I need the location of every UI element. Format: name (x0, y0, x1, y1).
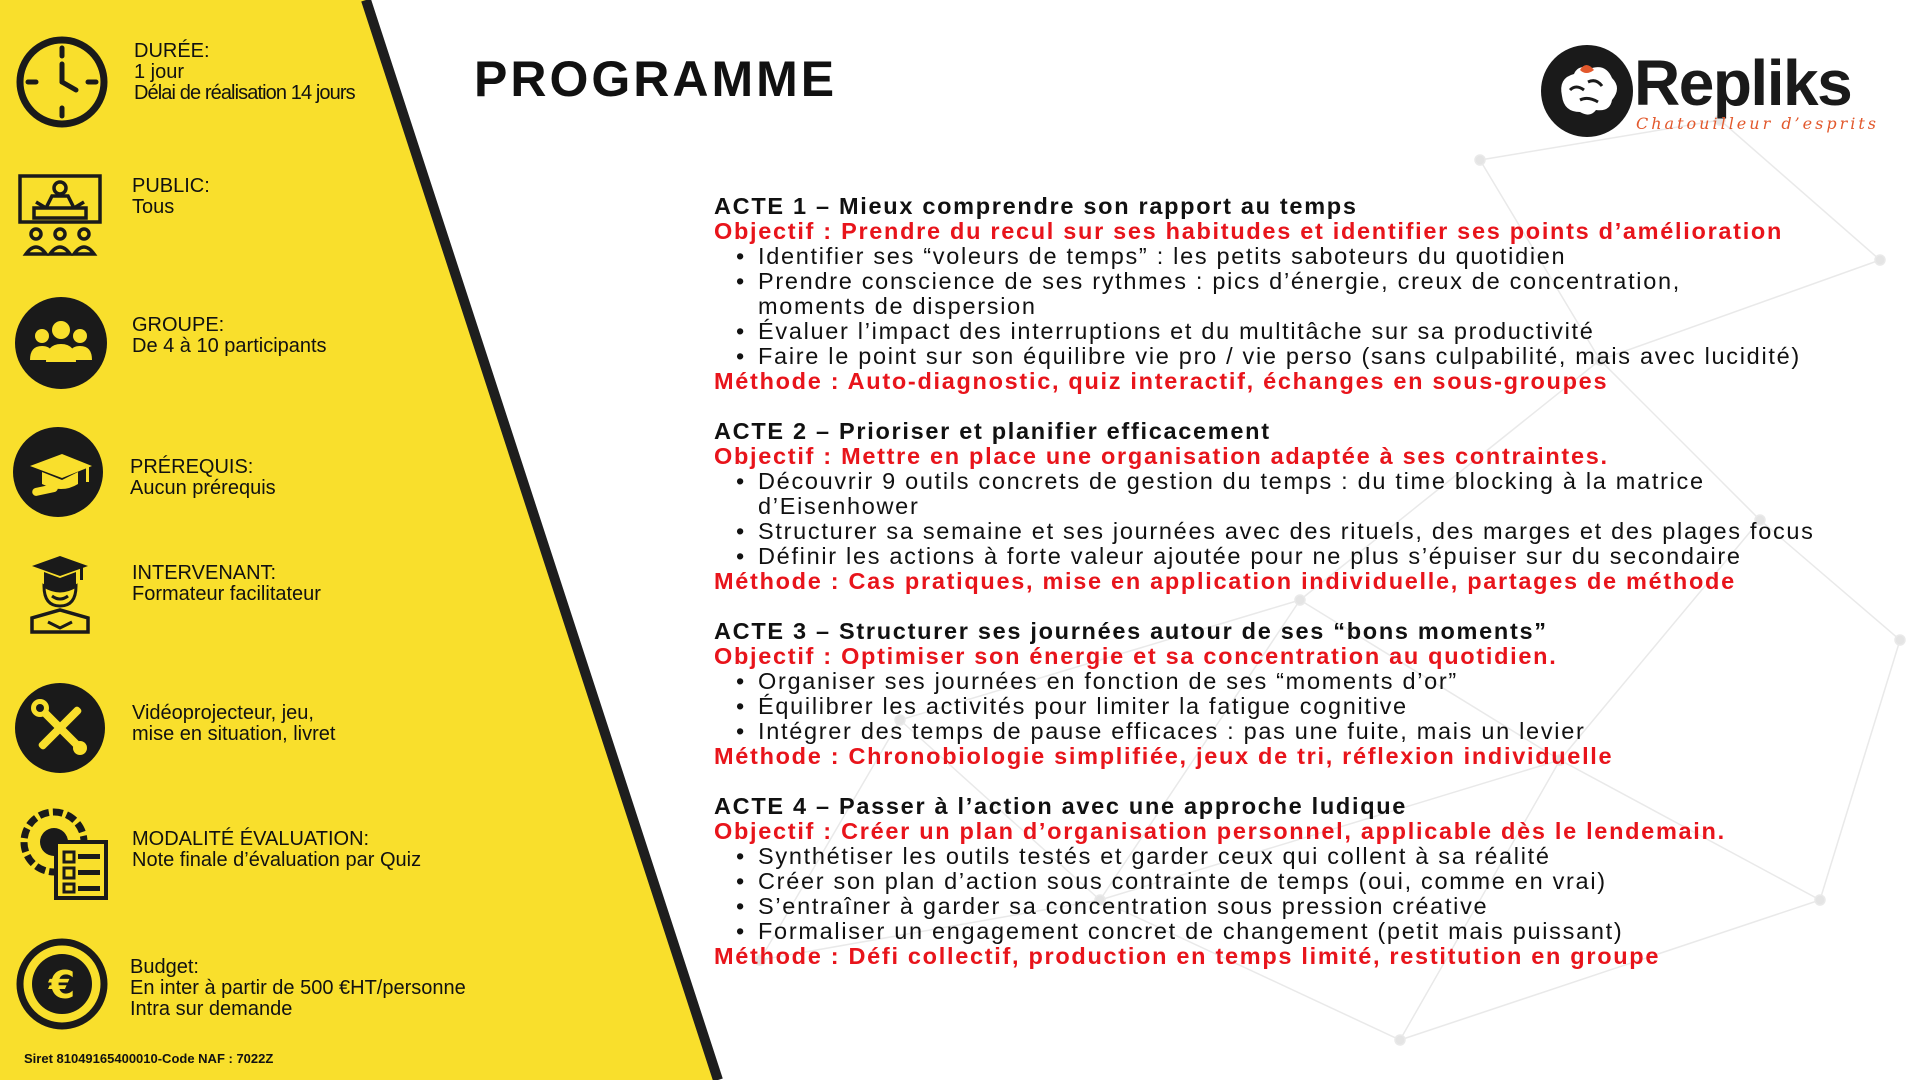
list-item (758, 544, 1884, 569)
svg-text:€: € (48, 963, 76, 1007)
list-item (758, 244, 1884, 269)
list-item (758, 669, 1884, 694)
info-evaluation-value: Note finale d’évaluation par Quiz (132, 849, 422, 871)
page-title: PROGRAMME (474, 51, 838, 107)
list-item (758, 344, 1884, 369)
info-trainer-value: Formateur facilitateur (132, 583, 321, 605)
list-item-text-cont: moments de dispersion (758, 293, 1037, 319)
info-public-value: Tous (132, 196, 175, 218)
logo (1540, 44, 1880, 144)
act-bullets (714, 469, 1884, 569)
act-3 (714, 619, 1884, 769)
act-objective: Objectif : Mettre en place une organisation adaptée à ses contraintes. (714, 443, 1609, 469)
act-objective: Objectif : Prendre du recul sur ses habitudes et identifier ses points d’amélioration (714, 218, 1784, 244)
siret-footer: Siret 81049165400010-Code NAF : 7022Z (24, 1051, 274, 1066)
info-prerequisites (130, 457, 276, 499)
info-duration (134, 41, 355, 104)
list-item-text: • Prendre conscience de ses rythmes : pics d’énergie, creux de concentration, (758, 268, 1681, 294)
program-content (714, 194, 1884, 994)
list-item (758, 694, 1884, 719)
list-item-text: • Évaluer l’impact des interruptions et du multitâche sur sa productivité (758, 318, 1595, 344)
info-trainer (132, 563, 321, 605)
info-trainer-label: INTERVENANT: (132, 562, 277, 584)
info-prerequisites-value: Aucun prérequis (130, 477, 276, 499)
act-objective: Objectif : Optimiser son énergie et sa concentration au quotidien. (714, 643, 1558, 669)
act-objective: Objectif : Créer un plan d’organisation personnel, applicable dès le lendemain. (714, 818, 1726, 844)
list-item (758, 869, 1884, 894)
clock-icon (14, 34, 110, 130)
info-evaluation-label: MODALITÉ ÉVALUATION: (132, 828, 370, 850)
evaluation-icon (16, 806, 112, 902)
info-duration-value: 1 jour (134, 61, 185, 83)
act-method: Méthode : Défi collectif, production en temps limité, restitution en groupe (714, 943, 1661, 969)
info-material-line2: mise en situation, livret (132, 723, 336, 745)
act-title: ACTE 1 – Mieux comprendre son rapport au temps (714, 193, 1358, 219)
list-item (758, 519, 1884, 544)
act-1 (714, 194, 1884, 394)
list-item-text-cont: d’Eisenhower (758, 493, 920, 519)
list-item-text: • Formaliser un engagement concret de changement (petit mais puissant) (758, 918, 1624, 944)
act-4 (714, 794, 1884, 969)
act-title: ACTE 3 – Structurer ses journées autour de ses “bons moments” (714, 618, 1548, 644)
act-method: Méthode : Auto-diagnostic, quiz interactif, échanges en sous-groupes (714, 368, 1609, 394)
list-item (758, 719, 1884, 744)
list-item-text: • S’entraîner à garder sa concentration sous pression créative (758, 893, 1489, 919)
logo-tagline: Chatouilleur d’esprits (1636, 114, 1879, 133)
list-item (758, 319, 1884, 344)
list-item-text: • Organiser ses journées en fonction de ses “moments d’or” (758, 668, 1458, 694)
list-item-text: • Synthétiser les outils testés et garder ceux qui collent à sa réalité (758, 843, 1551, 869)
list-item-text: • Équilibrer les activités pour limiter la fatigue cognitive (758, 693, 1408, 719)
logo-wordmark: Repliks (1634, 47, 1852, 119)
act-bullets (714, 844, 1884, 944)
tools-icon (14, 682, 106, 774)
info-budget-label: Budget: (130, 956, 199, 978)
graduate-person-icon (18, 552, 102, 636)
list-item-text: • Découvrir 9 outils concrets de gestion du temps : du time blocking à la matrice (758, 468, 1705, 494)
list-item-text: • Définir les actions à forte valeur ajoutée pour ne plus s’épuiser sur du secondaire (758, 543, 1742, 569)
audience-icon (16, 172, 104, 260)
info-budget-intra: Intra sur demande (130, 998, 293, 1020)
info-budget-inter: En inter à partir de 500 €HT/personne (130, 977, 466, 999)
list-item-text: • Structurer sa semaine et ses journées avec des rituels, des marges et des plages focus (758, 518, 1815, 544)
info-duration-delay: Délai de réalisation 14 jours (134, 82, 355, 104)
act-title: ACTE 2 – Prioriser et planifier efficacement (714, 418, 1271, 444)
info-group-value: De 4 à 10 participants (132, 335, 327, 357)
act-title: ACTE 4 – Passer à l’action avec une approche ludique (714, 793, 1408, 819)
list-item (758, 269, 1884, 319)
info-group-label: GROUPE: (132, 314, 225, 336)
info-budget (130, 957, 466, 1020)
list-item-text: • Créer son plan d’action sous contrainte de temps (oui, comme en vrai) (758, 868, 1607, 894)
info-material (132, 703, 335, 745)
act-bullets (714, 669, 1884, 744)
list-item-text: • Faire le point sur son équilibre vie pro / vie perso (sans culpabilité, mais avec lucidité) (758, 343, 1801, 369)
graduation-cap-icon (12, 426, 104, 518)
list-item (758, 469, 1884, 519)
act-method: Méthode : Chronobiologie simplifiée, jeux de tri, réflexion individuelle (714, 743, 1614, 769)
list-item-text: • Identifier ses “voleurs de temps” : les petits saboteurs du quotidien (758, 243, 1567, 269)
act-bullets (714, 244, 1884, 369)
group-icon (14, 296, 108, 390)
info-group (132, 315, 327, 357)
info-public-label: PUBLIC: (132, 175, 210, 197)
list-item (758, 919, 1884, 944)
info-material-line1: Vidéoprojecteur, jeu, (132, 702, 314, 724)
list-item-text: • Intégrer des temps de pause efficaces : pas une fuite, mais un levier (758, 718, 1586, 744)
list-item (758, 894, 1884, 919)
info-evaluation (132, 829, 421, 871)
info-duration-label: DURÉE: (134, 40, 210, 62)
act-method: Méthode : Cas pratiques, mise en application individuelle, partages de méthode (714, 568, 1736, 594)
info-prerequisites-label: PRÉREQUIS: (130, 456, 254, 478)
euro-icon (16, 938, 108, 1030)
act-2 (714, 419, 1884, 594)
brain-logo-icon (1540, 44, 1634, 138)
info-public (132, 176, 210, 218)
list-item (758, 844, 1884, 869)
